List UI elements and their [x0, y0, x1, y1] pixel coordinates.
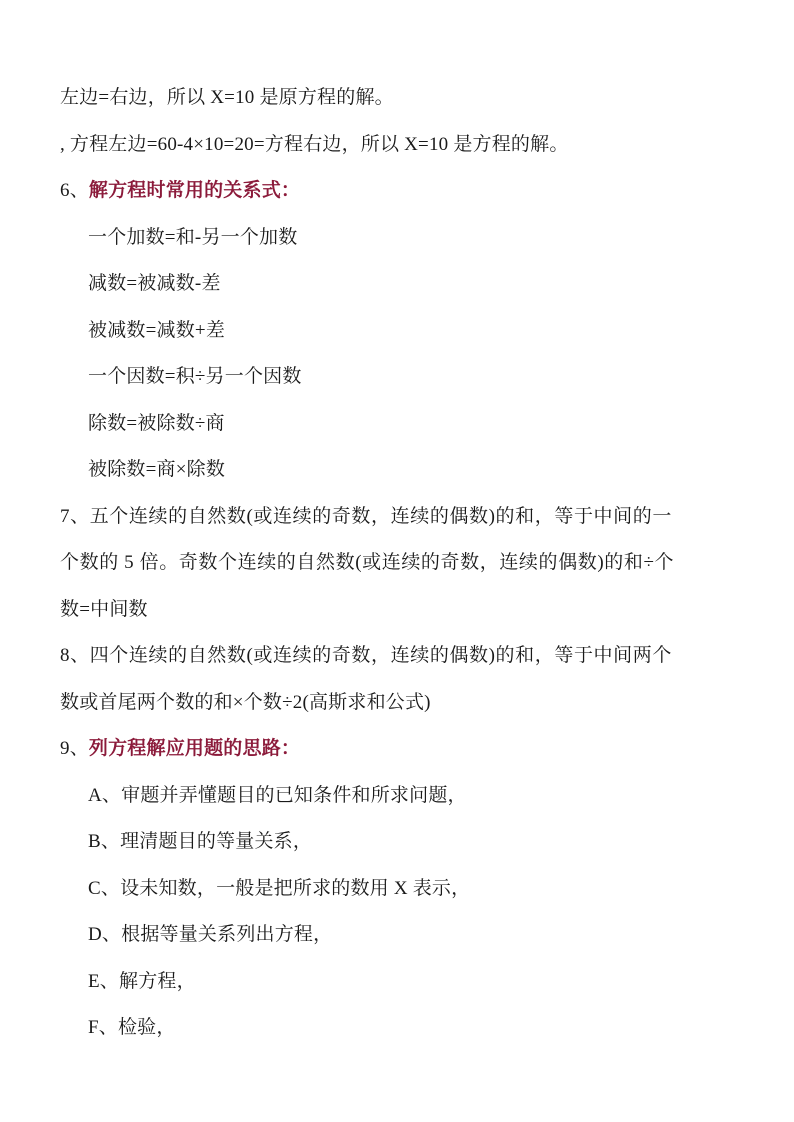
heading-number: 6、 [60, 180, 89, 201]
paragraph-8-line-2: 数或首尾两个数的和×个数÷2(高斯求和公式) [60, 692, 431, 713]
text-line-2: , 方程左边=60-4×10=20=方程右边，所以 X=10 是方程的解。 [60, 134, 569, 155]
text-line-1: 左边=右边，所以 X=10 是原方程的解。 [60, 87, 394, 108]
heading-text: 解方程时常用的关系式： [88, 180, 301, 201]
relation-line-2: 减数=被减数-差 [88, 273, 221, 294]
section-heading-6 [60, 177, 300, 205]
paragraph-7-line-3: 数=中间数 [60, 599, 148, 620]
step-e: E、解方程， [88, 971, 196, 992]
step-a: A、审题并弄懂题目的已知条件和所求问题， [88, 785, 467, 806]
step-b: B、理清题目的等量关系， [88, 831, 313, 852]
heading-text: 列方程解应用题的思路： [88, 738, 301, 759]
paragraph-7-line-1: 7、五个连续的自然数(或连续的奇数，连续的偶数)的和，等于中间的一 [60, 506, 672, 527]
relation-line-3: 被减数=减数+差 [88, 320, 226, 341]
relation-line-1: 一个加数=和-另一个加数 [88, 227, 298, 248]
relation-line-5: 除数=被除数÷商 [88, 413, 225, 434]
step-c: C、设未知数，一般是把所求的数用 X 表示， [88, 878, 471, 899]
step-f: F、检验， [88, 1017, 176, 1038]
section-heading-9 [60, 735, 300, 763]
paragraph-8-line-1: 8、四个连续的自然数(或连续的奇数，连续的偶数)的和，等于中间两个 [60, 645, 672, 666]
paragraph-7-line-2: 个数的 5 倍。奇数个连续的自然数(或连续的奇数，连续的偶数)的和÷个 [60, 552, 675, 573]
heading-number: 9、 [60, 738, 89, 759]
relation-line-4: 一个因数=积÷另一个因数 [88, 366, 302, 387]
step-d: D、根据等量关系列出方程， [88, 924, 333, 945]
relation-line-6: 被除数=商×除数 [88, 459, 226, 480]
